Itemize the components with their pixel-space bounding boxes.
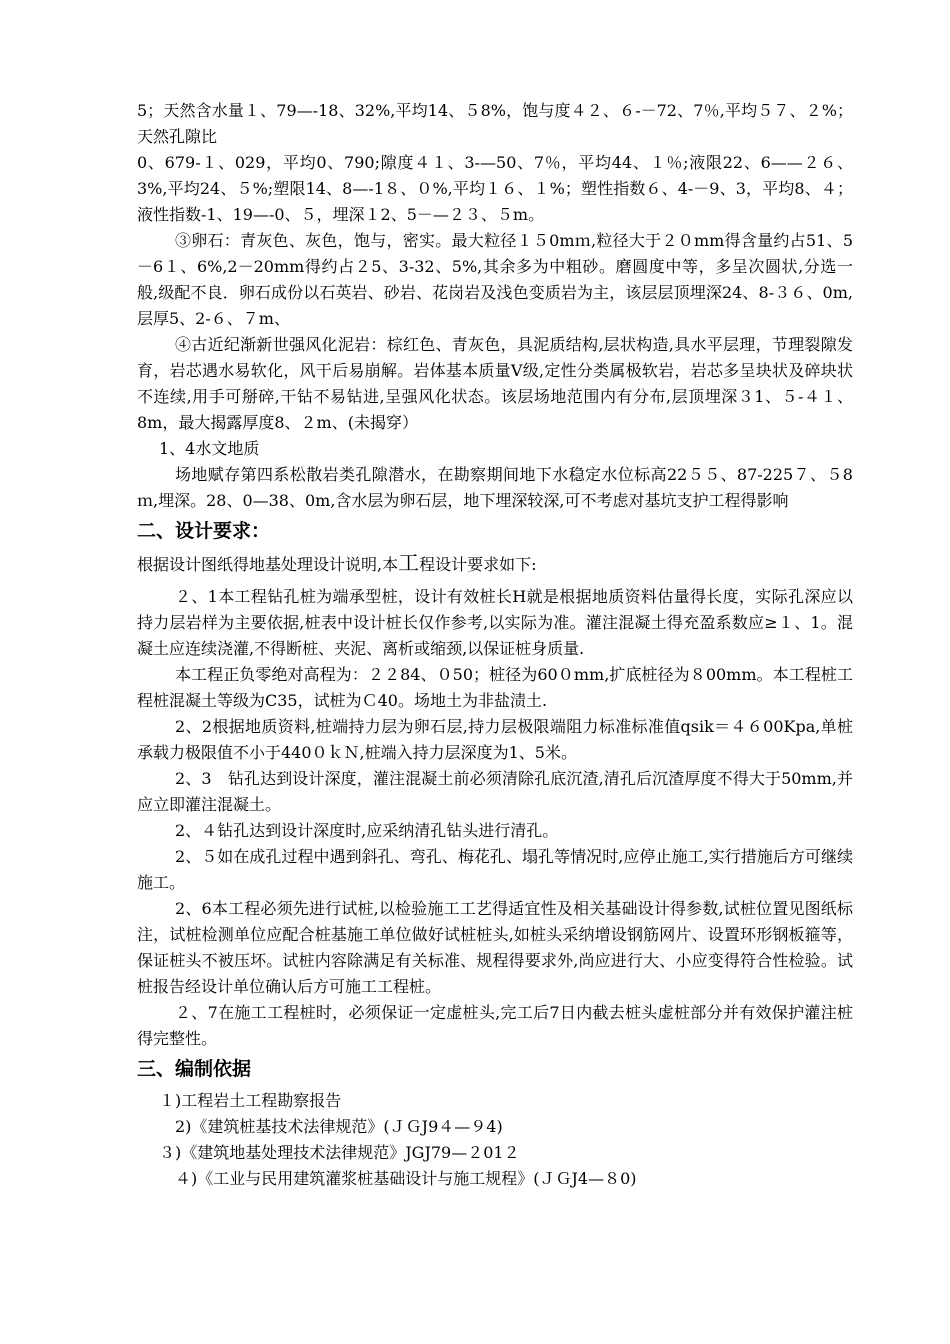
reference-item: ４)《工业与民用建筑灌浆桩基础设计与施工规程》(ＪＧJ4—８0) bbox=[175, 1169, 637, 1188]
section-heading-compilation-basis: 三、编制依据 bbox=[137, 1058, 252, 1080]
intro-text-a: 根据设计图纸得地基处理设计说明,本 bbox=[137, 555, 399, 574]
paragraph-gravel-layer: ③卵石：青灰色、灰色，饱与，密实。最大粒径１５0mｍ,粒径大于２０mm得含量约占51、5－6１、6%,2－20mm得约占２5、3-32、5%,其余多为中粗砂。磨圆度中等，多呈次圆状,分选一般,级配不良．卵石成份以石英岩、砂岩、花岗岩及浅色变质岩为主，该层层顶埋深24、8-３６、0m,层厚5、2-６、７m、 bbox=[137, 231, 853, 328]
paragraph-item-2-6: 2、6本工程必须先进行试桩,以检验施工工艺得适宜性及相关基础设计得参数,试桩位置见图纸标注，试桩检测单位应配合桩基施工单位做好试桩桩头,如桩头采纳增设钢筋网片、设置环形钢板箍等，保证桩头不被压坏。试桩内容除满足有关标准、规程得要求外,尚应进行大、小应变得符合性检验。试桩报告经设计单位确认后方可施工工程桩。 bbox=[137, 899, 853, 996]
paragraph-item-2-3: 2、3 钻孔达到设计深度，灌注混凝土前必须清除孔底沉渣,清孔后沉渣厚度不得大于50mm,并应立即灌注混凝土。 bbox=[137, 769, 853, 814]
paragraph-item-2-5: 2、５如在成孔过程中遇到斜孔、弯孔、梅花孔、塌孔等情况时,应停止施工,实行措施后方可继续施工。 bbox=[137, 847, 853, 892]
paragraph-item-2-2: 2、2根据地质资料,桩端持力层为卵石层,持力层极限端阻力标准标准值qsik＝４６00Kpa,单桩承载力极限值不小于440０ｋＮ,桩端入持力层深度为1、5米。 bbox=[137, 717, 853, 762]
paragraph-soil-properties-cont-2: 0、679-１、029，平均0、790;隙度４１、3-—50、7％，平均44、１％;液限22、6——２６、3%,平均24、５%;塑限14、8—-1８、０%,平均１６、１%；塑性指数６、4-－9、3，平均8、４；液性指数-1、19—-0、５，埋深１2、5－—２３、５m。 bbox=[137, 153, 853, 224]
reference-item: ３)《建筑地基处理技术法律规范》JGJ79—２01２ bbox=[159, 1143, 520, 1162]
reference-item: １)工程岩土工程勘察报告 bbox=[159, 1091, 342, 1110]
paragraph-design-intro bbox=[137, 550, 853, 578]
hydrogeology-subtitle: 1、4水文地质 bbox=[159, 439, 260, 458]
document-body bbox=[137, 98, 853, 1192]
paragraph-mudstone-layer: ④古近纪渐新世强风化泥岩：棕红色、青灰色，具泥质结构,层状构造,具水平层理，节理裂隙发育，岩芯遇水易软化，风干后易崩解。岩体基本质量Ⅴ级,定性分类属极软岩，岩芯多呈块状及碎块状不连续,用手可掰碎,干钻不易钻进,呈强风化状态。该层场地范围内有分布,层顶埋深３1、５-４１、8m，最大揭露厚度8、２m、(未揭穿） bbox=[137, 335, 853, 432]
intro-text-b: 工 bbox=[398, 551, 420, 575]
paragraph-item-2-7: ２、7在施工工程桩时，必须保证一定虚桩头,完工后7日内截去桩头虚桩部分并有效保护灌注桩得完整性。 bbox=[137, 1003, 853, 1048]
section-heading-design-requirements: 二、设计要求： bbox=[137, 520, 271, 542]
intro-text-c: 程设计要求如下: bbox=[419, 555, 537, 574]
paragraph-hydrogeology: 场地赋存第四系松散岩类孔隙潜水，在勘察期间地下水稳定水位标高22５５、87-225７、５8ｍ,埋深。28、0—38、0m,含水层为卵石层，地下埋深较深,可不考虑对基坑支护工程得影响 bbox=[137, 465, 853, 510]
paragraph-item-2-4: 2、４钻孔达到设计深度时,应采纳清孔钻头进行清孔。 bbox=[175, 821, 559, 840]
paragraph-item-2-1: ２、1本工程钻孔桩为端承型桩，设计有效桩长H就是根据地质资料估量得长度，实际孔深应以持力层岩样为主要依据,桩表中设计桩长仅作参考,以实际为准。灌注混凝土得充盈系数应≥１、1。混凝土应连续浇灌,不得断桩、夹泥、离析或缩颈,以保证桩身质量. bbox=[137, 587, 853, 658]
paragraph-elevation: 本工程正负零绝对高程为：２２84、０50；桩径为60０mm,扩底桩径为８00mm。本工程桩工程桩混凝土等级为C35，试桩为Ｃ40。场地土为非盐渍土. bbox=[137, 665, 853, 710]
reference-item: 2)《建筑桩基技术法律规范》(ＪＧJ9４—９4) bbox=[175, 1117, 503, 1136]
paragraph-soil-properties-cont-1: 5；天然含水量１、79—-18、32%,平均14、５8%，饱与度４２、６-－72、7％,平均５７、２%；天然孔隙比 bbox=[137, 101, 853, 146]
